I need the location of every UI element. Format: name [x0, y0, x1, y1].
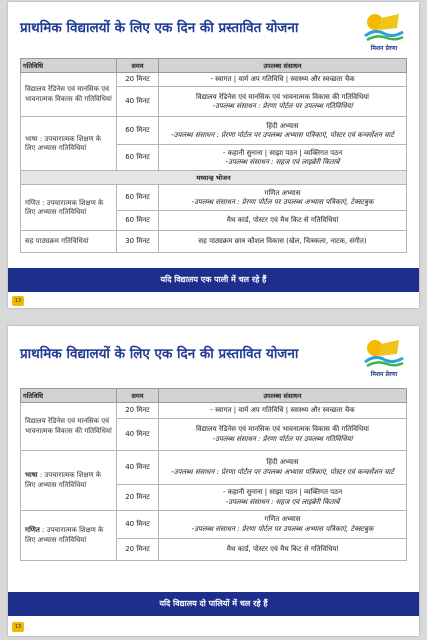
time-cell: 60 मिनट: [117, 117, 159, 145]
table-row: [21, 185, 407, 211]
activity-subject: भाषा: [25, 471, 38, 480]
time-cell: 20 मिनट: [117, 403, 159, 419]
resource-line: - कहानी सुनाना | साझा पठन | व्यक्तिगत पठन: [222, 488, 343, 497]
resource-line: गणित अभ्यास: [264, 188, 301, 197]
logo-text: मिशन प्रेरणा: [370, 45, 398, 52]
table-header-row: [21, 59, 407, 73]
resource-line: - स्वागत | वार्म अप गतिविधि | स्वास्थ्य और स्वच्छता चैक: [210, 405, 355, 414]
header-time: समय: [117, 389, 159, 403]
resource-cell: [159, 185, 407, 211]
activity-cell: [21, 451, 117, 511]
page-number-badge: 13: [12, 296, 24, 306]
table-row: [21, 451, 407, 485]
table-row: [21, 73, 407, 87]
resource-cell: [159, 145, 407, 171]
document-page-1: [8, 2, 419, 308]
schedule-table: [20, 388, 407, 561]
mission-prerna-logo: [361, 336, 407, 378]
resource-line: हिंदी अभ्यास: [266, 458, 299, 467]
resource-cell: [159, 117, 407, 145]
lunch-break-row: [21, 171, 407, 185]
activity-cell: विद्यालय रेडिनेस एवं मानसिक एवं भावनात्मक विकास की गतिविधियां: [21, 403, 117, 451]
resource-cell: [159, 231, 407, 253]
activity-description: : उपचारात्मक शिक्षण के लिए अभ्यास गतिविधियां: [25, 526, 104, 544]
resource-cell: [159, 539, 407, 561]
header-resources: उपलब्ध संसाधन: [159, 59, 407, 73]
time-cell: 40 मिनट: [117, 87, 159, 117]
activity-subject: गणित: [25, 526, 40, 535]
header-activity: गतिविधि: [21, 59, 117, 73]
logo-text: मिशन प्रेरणा: [370, 371, 398, 378]
resource-line: - कहानी सुनाना | साझा पठन | व्यक्तिगत पठन: [222, 148, 343, 157]
activity-cell: भाषा : उपचारात्मक शिक्षण के लिए अभ्यास गतिविधियां: [21, 117, 117, 171]
header-time: समय: [117, 59, 159, 73]
resource-cell: [159, 211, 407, 231]
resource-subline: -उपलब्ध संसाधन : प्रेरणा पोर्टल पर उपलब्ध अभ्यास पत्रिकाएं, पोस्टर एवं कन्वर्सेशन चार्ट: [171, 467, 394, 476]
table-header-row: [21, 389, 407, 403]
resource-line: गणित अभ्यास: [264, 515, 301, 524]
resource-cell: [159, 419, 407, 451]
resource-line: मैथ कार्ड, पोस्टर एवं मैथ किट से गतिविधियां: [226, 544, 339, 553]
lunch-break-label: मध्यान्ह भोजन: [21, 171, 407, 185]
shift-banner: यदि विद्यालय दो पालियों में चल रहे हैं: [8, 592, 419, 616]
activity-cell: सह पाठ्यक्रम गतिविधियां: [21, 231, 117, 253]
header-resources: उपलब्ध संसाधन: [159, 389, 407, 403]
activity-cell: गणित : उपचारात्मक शिक्षण के लिए अभ्यास गतिविधियां: [21, 185, 117, 231]
resource-cell: [159, 451, 407, 485]
time-cell: 40 मिनट: [117, 419, 159, 451]
mission-prerna-logo: [361, 10, 407, 52]
resource-line: विद्यालय रेडिनेस एवं मानसिक एवं भावनात्मक विकास की गतिविधियां: [195, 92, 369, 101]
logo-graphic-icon: [361, 10, 407, 44]
resource-cell: [159, 403, 407, 419]
page-number-badge: 13: [12, 622, 24, 632]
resource-cell: [159, 485, 407, 511]
resource-cell: [159, 73, 407, 87]
time-cell: 30 मिनट: [117, 231, 159, 253]
time-cell: 60 मिनट: [117, 145, 159, 171]
time-cell: 40 मिनट: [117, 511, 159, 539]
resource-line: - स्वागत | वार्म अप गतिविधि | स्वास्थ्य और स्वच्छता चैक: [210, 75, 355, 83]
time-cell: 60 मिनट: [117, 211, 159, 231]
table-row: [21, 117, 407, 145]
logo-graphic-icon: [361, 336, 407, 370]
time-cell: 20 मिनट: [117, 73, 159, 87]
resource-subline: -उपलब्ध संसाधन : प्रेरणा पोर्टल पर उपलब्ध अभ्यास पत्रिकाएं, टेक्स्टबुक: [191, 524, 374, 533]
resource-cell: [159, 87, 407, 117]
resource-line: हिंदी अभ्यास: [266, 121, 299, 130]
shift-banner: यदि विद्यालय एक पाली में चल रहे हैं: [8, 268, 419, 292]
time-cell: 60 मिनट: [117, 185, 159, 211]
resource-subline: -उपलब्ध संसाधन : प्रेरणा पोर्टल पर उपलब्ध अभ्यास पत्रिकाएं, टेक्स्टबुक: [191, 197, 374, 206]
page-title: प्राथमिक विद्यालयों के लिए एक दिन की प्रस्तावित योजना: [20, 346, 299, 362]
table-row: [21, 231, 407, 253]
resource-subline: -उपलब्ध संसाधन : प्रेरणा पोर्टल पर उपलब्ध अभ्यास पत्रिकाएं, पोस्टर एवं कन्वर्सेशन चार्ट: [171, 130, 394, 139]
schedule-table: [20, 58, 407, 253]
resource-line: विद्यालय रेडिनेस एवं मानसिक एवं भावनात्मक विकास की गतिविधियां: [195, 425, 369, 434]
document-page-2: [8, 326, 419, 636]
header-activity: गतिविधि: [21, 389, 117, 403]
resource-subline: -उपलब्ध संसाधन : प्रेरणा पोर्टल पर उपलब्ध गतिविधियां: [212, 101, 353, 110]
resource-subline: -उपलब्ध संसाधन : सहज एवं लाइब्रेरी किताबें: [225, 497, 340, 506]
activity-cell: [21, 511, 117, 561]
resource-subline: -उपलब्ध संसाधन : प्रेरणा पोर्टल पर उपलब्ध गतिविधियां: [212, 434, 353, 443]
page-title: प्राथमिक विद्यालयों के लिए एक दिन की प्रस्तावित योजना: [20, 20, 299, 36]
resource-line: मैथ कार्ड, पोस्टर एवं मैथ किट से गतिविधियां: [226, 216, 339, 225]
table-row: [21, 403, 407, 419]
resource-subline: -उपलब्ध संसाधन : सहज एवं लाइब्रेरी किताबें: [225, 157, 340, 166]
time-cell: 40 मिनट: [117, 451, 159, 485]
table-row: [21, 511, 407, 539]
time-cell: 20 मिनट: [117, 485, 159, 511]
resource-line: सह पाठ्यक्रम छात्र कौशल विकास (खेल, चित्रकला, नाटक, संगीत): [198, 237, 367, 246]
activity-description: : उपचारात्मक शिक्षण के लिए अभ्यास गतिविधियां: [25, 471, 102, 489]
resource-cell: [159, 511, 407, 539]
activity-cell: विद्यालय रेडिनेस एवं मानसिक एवं भावनात्मक विकास की गतिविधियां: [21, 73, 117, 117]
time-cell: 20 मिनट: [117, 539, 159, 561]
